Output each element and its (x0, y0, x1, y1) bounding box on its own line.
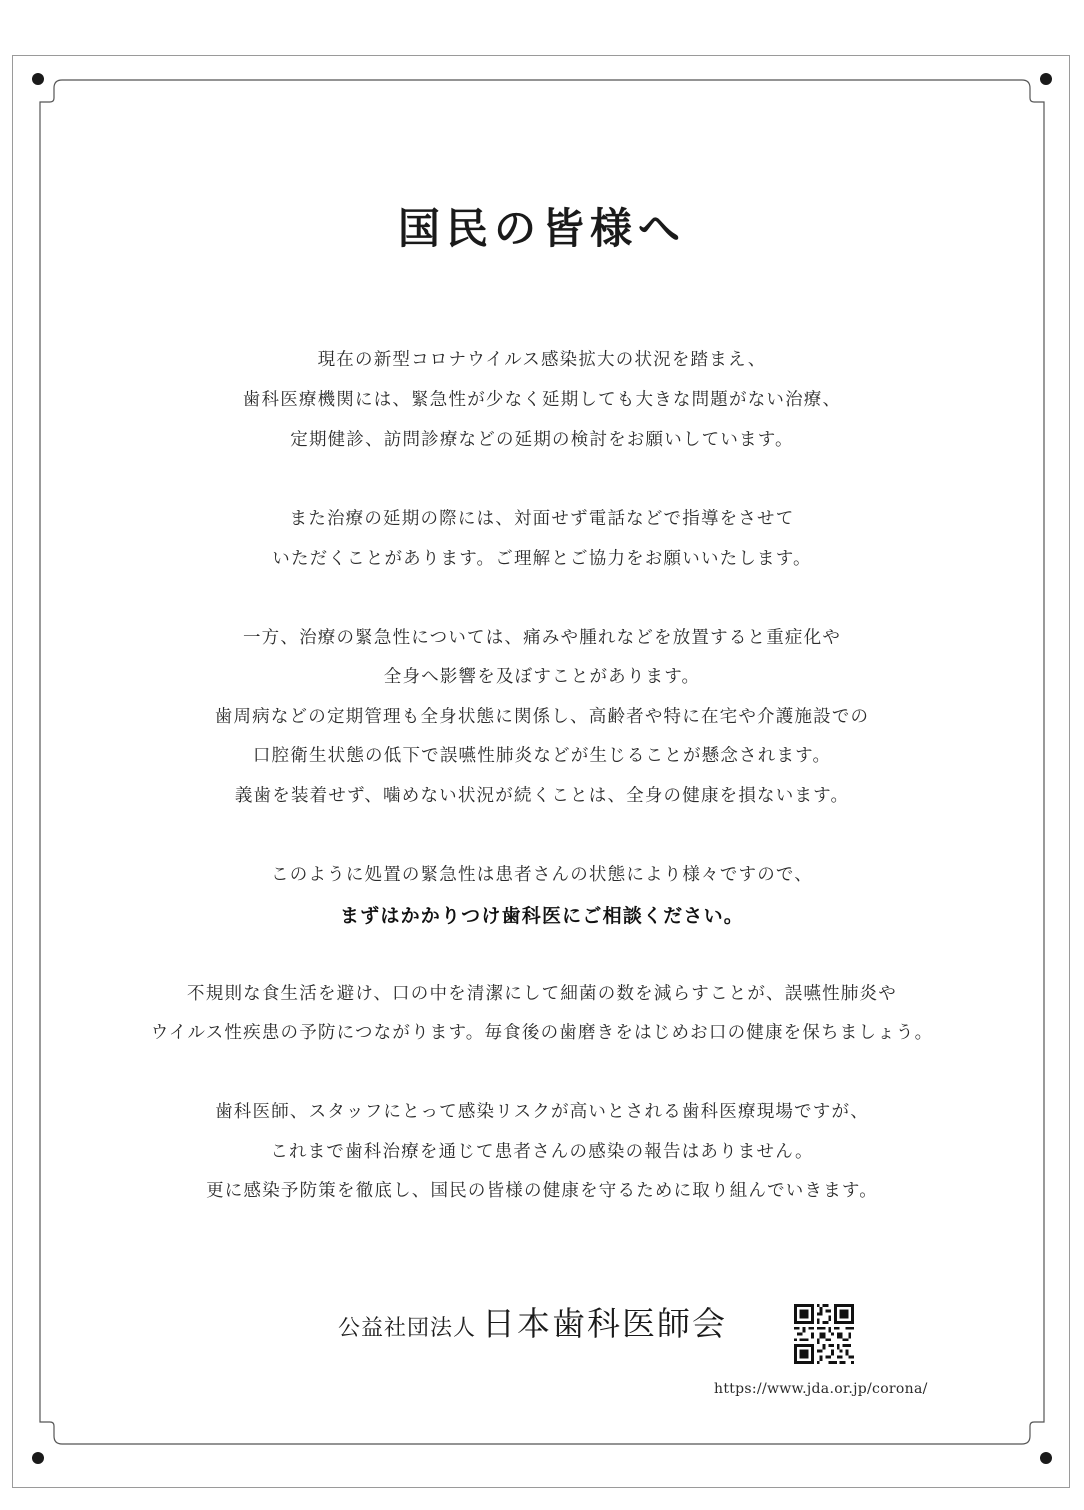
body-line: 歯科医療機関には、緊急性が少なく延期しても大きな問題がない治療、 (242, 390, 842, 410)
body-line: いただくことがあります。ご理解とご協力をお願いいたします。 (272, 549, 812, 569)
page-title: 国民の皆様へ (397, 204, 686, 253)
body-line: 更に感染予防策を徹底し、国民の皆様の健康を守るために取り組んでいきます。 (206, 1181, 878, 1201)
body-line: 全身へ影響を及ぼすことがあります。 (383, 667, 701, 687)
body-line: 現在の新型コロナウイルス感染拡大の状況を踏まえ、 (317, 350, 767, 370)
corner-dot-bottom-left (32, 1452, 44, 1464)
organization-signature (338, 1298, 758, 1345)
body-line: 不規則な食生活を避け、口の中を清潔にして細菌の数を減らすことが、誤嚥性肺炎や (187, 984, 897, 1004)
body-line: これまで歯科治療を通じて患者さんの感染の報告はありません。 (270, 1142, 814, 1162)
body-line: ウイルス性疾患の予防につながります。毎食後の歯磨きをはじめお口の健康を保ちましょう。 (150, 1023, 934, 1043)
body-line: 義歯を装着せず、噛めない状況が続くことは、全身の健康を損ないます。 (234, 786, 850, 806)
organization-prefix: 公益社団法人 (338, 1316, 477, 1341)
body-line: また治療の延期の際には、対面せず電話などで指導をさせて (289, 509, 795, 529)
organization-name: 日本歯科医師会 (482, 1304, 728, 1343)
body-line: 歯周病などの定期管理も全身状態に関係し、高齢者や特に在宅や介護施設での (214, 707, 870, 727)
body-line: 定期健診、訪問診療などの延期の検討をお願いしています。 (290, 430, 794, 450)
body-line: 歯科医師、スタッフにとって感染リスクが高いとされる歯科医療現場ですが、 (215, 1102, 869, 1122)
corner-dot-bottom-right (1040, 1452, 1052, 1464)
corner-dot-top-left (32, 73, 44, 85)
website-url[interactable]: https://www.jda.or.jp/corona/ (714, 1381, 928, 1397)
qr-code-icon[interactable] (794, 1304, 854, 1364)
body-line: 口腔衛生状態の低下で誤嚥性肺炎などが生じることが懸念されます。 (252, 746, 832, 766)
body-line: 一方、治療の緊急性については、痛みや腫れなどを放置すると重症化や (242, 628, 842, 648)
corner-dot-top-right (1040, 73, 1052, 85)
emphasis-line: まずはかかりつけ歯科医にご相談ください。 (339, 905, 744, 927)
body-line: このように処置の緊急性は患者さんの状態により様々ですので、 (271, 865, 813, 885)
